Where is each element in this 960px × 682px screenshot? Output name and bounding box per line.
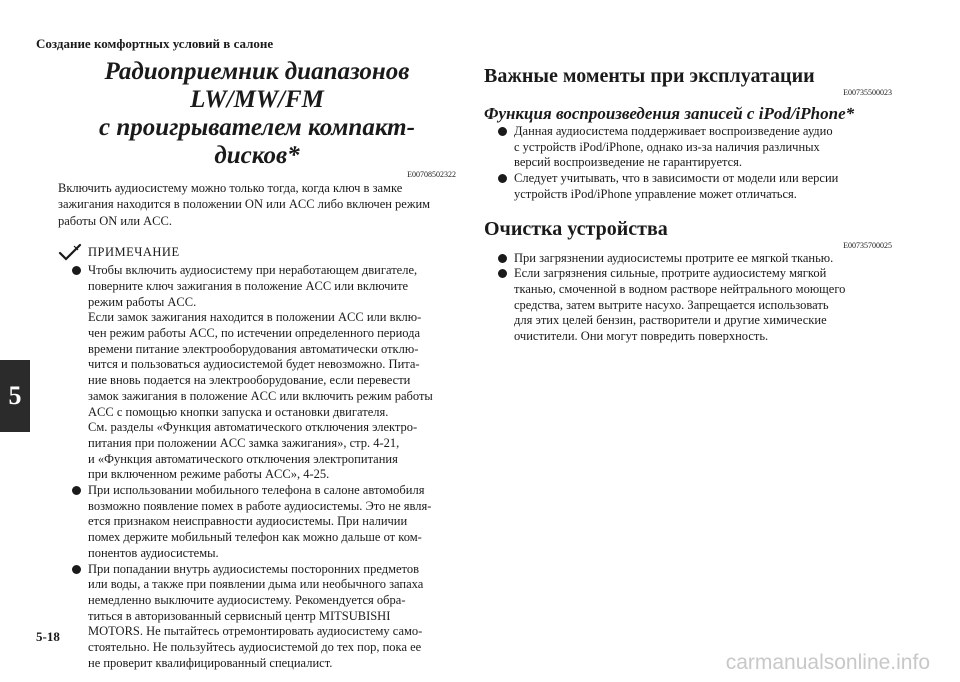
text-line: или воды, а также при появлении дыма или необычного запаха [88,577,424,592]
list-item [58,263,456,483]
list-item [58,562,456,672]
note-header [58,243,456,261]
text-line: помех держите мобильный телефон как можно дальше от ком- [88,530,422,545]
section-title-important: Важные моменты при эксплуатации [484,65,815,87]
text-line: При использовании мобильного телефона в салоне автомобиля [88,483,425,498]
text-line: Если замок зажигания находится в положении ACC или вклю- [88,310,422,325]
left-column [58,58,456,672]
text-line: стоятельно. Не пользуйтесь аудиосистемой до тех пор, пока ее [88,640,422,655]
section-code: E00735500023 [843,88,892,97]
section-code: E00735700025 [843,240,892,250]
chapter-tab [0,360,30,432]
text-line: средства, затем вытрите насухо. Запрещается использовать [514,297,829,312]
text-line: Данная аудиосистема поддерживает воспроизведение аудио [514,124,833,138]
intro-line: зажигания находится в положении ON или ACC либо включен режим [58,197,431,212]
bullet-icon [72,565,81,574]
text-line: титься в авторизованный сервисный центр MITSUBISHI [88,608,391,623]
list-item [484,251,892,267]
text-line: устройств iPod/iPhone управление может отличаться. [514,186,797,201]
text-line: немедленно выключите аудиосистему. Рекомендуется обра- [88,592,406,607]
text-line: тканью, смоченной в водном растворе нейтрального моющего [514,281,846,296]
text-line: Следует учитывать, что в зависимости от модели или версии [514,171,839,186]
bullet-icon [72,486,81,495]
bullet-icon [498,127,507,136]
text-line: ние вновь подается на электрооборудование, если перевести [88,373,411,388]
text-line: MOTORS. Не пытайтесь отремонтировать аудиосистему само- [88,624,423,639]
running-header: Создание комфортных условий в салоне [36,36,274,51]
text-line: Если загрязнения сильные, протрите аудиосистему мягкой [514,266,827,281]
text-line: При загрязнении аудиосистемы протрите ее мягкой тканью. [514,250,834,265]
section-title-cleaning: Очистка устройства [484,217,668,240]
bullet-icon [498,269,507,278]
pencil-note-icon [58,243,82,261]
intro-paragraph [58,180,456,229]
bullet-icon [498,174,507,183]
text-line: с устройств iPod/iPhone, однако из-за наличия различных [514,139,820,154]
section-code: E00708502322 [407,170,456,179]
intro-line: Включить аудиосистему можно только тогда, когда ключ в замке [58,181,403,195]
section-title-radio [58,58,456,170]
text-line: режим работы ACC. [88,294,197,309]
subsection-title-ipod: Функция воспроизведения записей с iPod/iPhone* [484,104,855,123]
note-bullet-list [58,263,456,671]
right-column [484,64,892,345]
ipod-bullet-list [484,124,892,203]
text-line: возможно появление помех в работе аудиосистемы. Это не явля- [88,498,432,513]
chapter-number: 5 [8,381,22,410]
text-line: для этих целей бензин, растворители и другие химические [514,313,827,328]
text-line: ется признаком неисправности аудиосистемы. При наличии [88,514,408,529]
text-line: понентов аудиосистемы. [88,545,219,560]
text-line: чится и пользоваться аудиосистемой будет невозможно. Пита- [88,357,420,372]
text-line: чен режим работы ACC, по истечении определенного периода [88,326,421,341]
text-line: Чтобы включить аудиосистему при неработающем двигателе, [88,263,418,278]
cleaning-bullet-list [484,251,892,345]
text-line: и «Функция автоматического отключения электропитания [88,451,398,466]
page-number: 5-18 [36,629,60,644]
list-item [484,124,892,171]
list-item [484,266,892,345]
text-line: См. разделы «Функция автоматического отключения электро- [88,420,418,435]
text-line: замок зажигания в положение ACC или включить режим работы [88,388,433,403]
text-line: очистители. Они могут повредить поверхность. [514,329,769,344]
text-line: При попадании внутрь аудиосистемы посторонних предметов [88,561,419,576]
text-line: не проверит квалифицированный специалист. [88,655,333,670]
note-label: ПРИМЕЧАНИЕ [88,244,180,259]
text-line: ACC с помощью кнопки запуска и остановки двигателя. [88,404,389,419]
text-line: версий воспроизведение не гарантируется. [514,155,743,170]
title-line-1: Радиоприемник диапазонов LW/MW/FM [104,58,410,113]
text-line: поверните ключ зажигания в положение ACC или включите [88,278,409,293]
list-item [58,483,456,562]
text-line: питания при положении ACC замка зажигания», стр. 4-21, [88,435,400,450]
bullet-icon [498,254,507,263]
text-line: времени питание электрооборудования автоматически отклю- [88,341,419,356]
watermark: carmanualsonline.info [725,651,930,674]
title-line-2: с проигрывателем компакт-дисков* [99,114,415,169]
text-line: при включенном режиме работы ACC», 4-25. [88,467,330,482]
intro-line: работы ON или ACC. [58,213,172,228]
bullet-icon [72,266,81,275]
list-item [484,171,892,202]
